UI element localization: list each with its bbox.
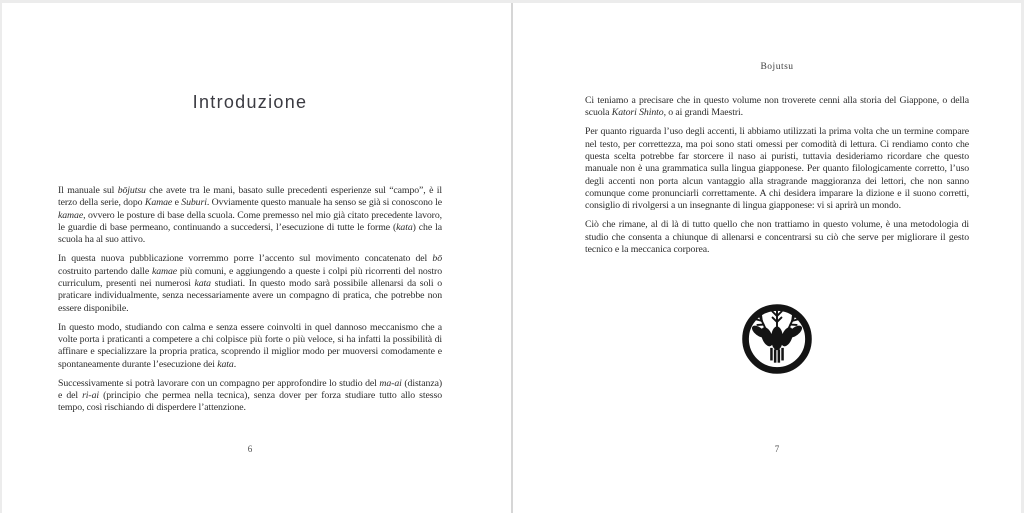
italic-term: kata: [217, 358, 234, 370]
text-run: che avete tra le mani, basato sulle precedenti esperienze sul “campo”, è il terzo della serie, dopo: [58, 185, 443, 209]
text-run: In questo modo, studiando con calma e senza essere coinvolti in quel dannoso meccanismo che a volte porta i praticanti a competere a chi colpisce più forte o più veloce, si ha infatti la possibilità di affinare e specializzare la propria pratica, scoprendo il miglior modo per muoversi comodamente e spontaneamente durante l’esecuzione dei: [58, 321, 442, 370]
italic-term: Kamae: [144, 197, 173, 209]
italic-term: ma-ai: [379, 377, 402, 389]
italic-term: Suburi: [181, 197, 207, 209]
school-crest-logo: [585, 302, 969, 376]
italic-term: kamae: [58, 209, 84, 221]
italic-term: kamae: [151, 265, 178, 277]
italic-term: kata: [194, 278, 211, 289]
right-page-body: [585, 95, 969, 256]
text-run: più comuni, e aggiungendo a queste i colpi più ricorrenti del nostro curriculum, presenti nei numerosi: [58, 265, 442, 289]
text-run: e: [172, 197, 182, 209]
bamboo-kamon-icon: [740, 302, 814, 376]
chapter-title: Introduzione: [192, 92, 308, 112]
running-header: Bojutsu: [760, 62, 794, 72]
left-page-number: 6: [247, 444, 253, 454]
text-run: Ci teniamo a precisare che in questo volume non troverete cenni alla storia del Giappone, o della scuola: [585, 95, 969, 119]
paragraph: [585, 95, 969, 120]
italic-term: ri-ai: [82, 389, 100, 401]
text-run: ) che la scuola ha al suo attivo.: [58, 222, 442, 246]
italic-term: Katori Shinto: [611, 107, 664, 119]
text-run: Successivamente si potrà lavorare con un compagno per approfondire lo studio del: [58, 377, 380, 389]
paragraph: [58, 322, 442, 371]
text-run: Il manuale sul: [58, 185, 118, 196]
text-run: , o ai grandi Maestri.: [663, 107, 743, 119]
text-run: In questa nuova pubblicazione vorremmo porre l’accento sul movimento concatenato del: [58, 253, 433, 265]
text-run: . Ovviamente questo manuale ha senso se già si conoscono le: [206, 197, 442, 209]
paragraph: [58, 253, 442, 315]
text-run: costruito partendo dalle: [58, 265, 152, 277]
italic-term: bōjutsu: [117, 185, 146, 196]
left-page-body: [58, 185, 442, 415]
right-page: [511, 3, 1021, 513]
text-run: .: [233, 358, 237, 370]
text-run: Per quanto riguarda l’uso degli accenti, li abbiamo utilizzati la prima volta che un termine compare nel testo, per correttezza, ma poi sono stati omessi per comodità di lettura. Ci rendiamo conto che questa scelta potrebbe far storcere il naso ai puristi, tuttavia desideriamo ricordare che questo manuale non è una grammatica sulla lingua giapponese. Per quanto filologicamente corretto, l’uso degli accenti non porta alcun vantaggio alla stragrande maggioranza dei lettori, che non sanno comunque come pronunciarli correttamente. A chi desidera imparare la dizione e il suono corretti, consiglio di rivolgersi a un insegnante di lingua giapponese: vi si aprirà un mondo.: [585, 126, 969, 212]
text-run: studiati. In questo modo sarà possibile allenarsi da soli o praticare individualmente, senza necessariamente avere un compagno di pratica, che potrebbe non essere disponibile.: [58, 278, 442, 314]
right-page-number: 7: [774, 444, 780, 454]
text-run: , ovvero le posture di base della scuola. Come premesso nel mio già citato precedente lavoro, le guardie di base permeano, continuando a succedersi, l’esecuzione di tutte le forme (: [58, 209, 442, 234]
text-run: (distanza) e del: [58, 377, 442, 401]
paragraph: [585, 126, 969, 212]
paragraph: [58, 378, 442, 415]
left-page: [2, 3, 511, 513]
italic-term: kata: [396, 222, 413, 234]
italic-term: bō: [432, 253, 442, 265]
text-run: Ciò che rimane, al di là di tutto quello che non trattiamo in questo volume, è una metodologia di studio che consenta a chiunque di allenarsi e concentrarsi su ciò che serve per migliorare il gesto tecnico e la meccanica corporea.: [585, 219, 969, 255]
paragraph: [58, 185, 442, 247]
paragraph: [585, 219, 969, 256]
text-run: (principio che permea nella tecnica), senza dover per forza studiare tutto allo stesso tempo, così rischiando di disperdere l’attenzione.: [58, 389, 442, 414]
